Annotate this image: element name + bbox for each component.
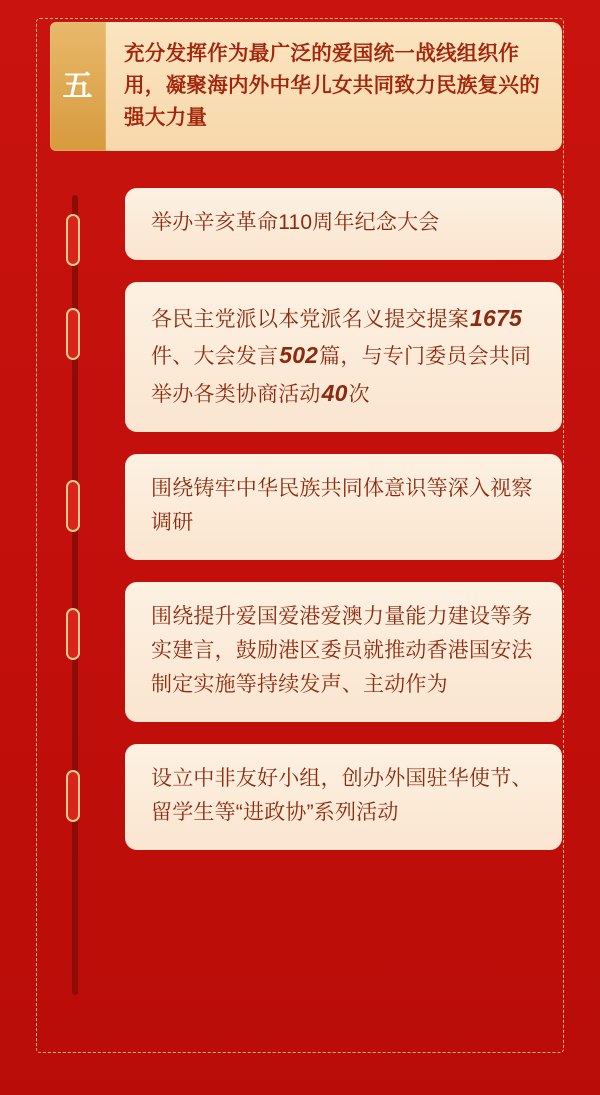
- section-header: [50, 22, 562, 151]
- item-text: 设立中非友好小组，创办外国驻华使节、留学生等“进政协”系列活动: [151, 766, 533, 824]
- item-card: [125, 188, 562, 260]
- timeline-bullet-icon: [66, 308, 80, 360]
- item-text: 各民主党派以本党派名义提交提案: [151, 308, 469, 332]
- item-text: 围绕铸牢中华民族共同体意识等深入视察调研: [151, 476, 533, 534]
- item-text: 次: [348, 382, 370, 406]
- timeline-bullet-icon: [66, 608, 80, 660]
- list-item: [50, 744, 562, 850]
- highlight-number: 1675: [470, 305, 522, 332]
- item-card: [125, 744, 562, 850]
- list-item: [50, 188, 562, 260]
- item-text: 篇，与专门委员会共同举办各类协商活动: [151, 345, 532, 406]
- items-list: [50, 188, 562, 872]
- timeline-bullet-icon: [66, 770, 80, 822]
- highlight-number: 502: [279, 342, 319, 369]
- item-card: [125, 454, 562, 560]
- item-text: 件、大会发言: [151, 345, 279, 369]
- list-item: [50, 582, 562, 722]
- item-card: [125, 582, 562, 722]
- section-number-badge: [50, 22, 106, 151]
- highlight-number: 40: [321, 379, 348, 406]
- section-title: 充分发挥作为最广泛的爱国统一战线组织作用，凝聚海内外中华儿女共同致力民族复兴的强大力量: [106, 22, 562, 151]
- section-number: 五: [62, 68, 94, 104]
- item-text: 围绕提升爱国爱港爱澳力量能力建设等务实建言，鼓励港区委员就推动香港国安法制定实施等持续发声、主动作为: [151, 604, 533, 696]
- timeline-bullet-icon: [66, 214, 80, 266]
- item-card: [125, 282, 562, 432]
- timeline-bullet-icon: [66, 480, 80, 532]
- list-item: [50, 282, 562, 432]
- list-item: [50, 454, 562, 560]
- item-text: 举办辛亥革命110周年纪念大会: [151, 211, 440, 234]
